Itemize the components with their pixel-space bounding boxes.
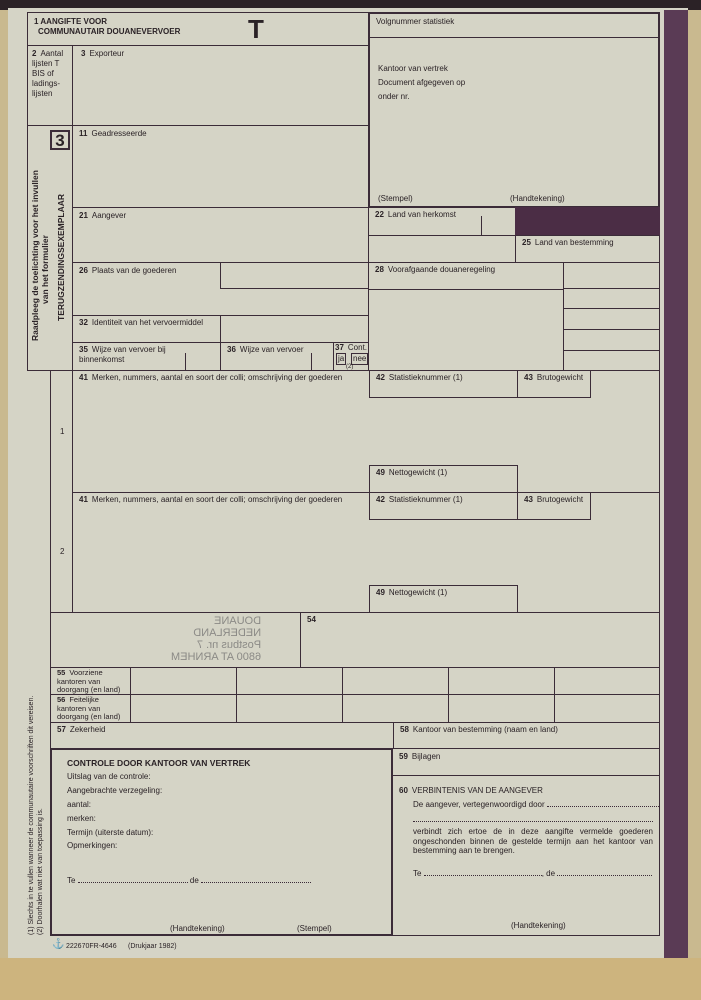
f55-num: 55: [57, 668, 66, 677]
item2-f43: Brutogewicht: [536, 495, 584, 504]
field-36[interactable]: [220, 342, 334, 371]
side-panel: [27, 125, 73, 371]
control-line: Termijn (uiterste datum):: [67, 828, 154, 837]
item1-f42: Statistieknummer (1): [388, 373, 463, 382]
field-37: [333, 342, 369, 371]
kantoor-label: Kantoor van vertrek: [378, 64, 448, 73]
actual-transit-cell[interactable]: [236, 694, 343, 723]
advice-line1: Raadpleeg de toelichting voor het invullen: [30, 170, 40, 341]
f59-num: 59: [399, 752, 408, 761]
item2-f41: Merken, nummers, aantal en soort der colli; omschrijving der goederen: [91, 495, 343, 504]
f22-label: Land van herkomst: [387, 210, 456, 219]
f49-num: 49: [376, 588, 385, 597]
document-label: Document afgegeven op: [378, 78, 466, 87]
f11-label: Geadresseerde: [91, 129, 147, 138]
f28-label: Voorafgaande douaneregeling: [387, 265, 496, 274]
f49-num: 49: [376, 468, 385, 477]
field-21[interactable]: [72, 207, 369, 263]
field-59[interactable]: [392, 748, 660, 776]
copy-label: TERUGZENDINGSEXEMPLAAR: [56, 193, 66, 321]
field-58[interactable]: [393, 722, 660, 749]
te-label: Te: [67, 876, 76, 885]
f36-num: 36: [227, 345, 236, 354]
item-index-2: 2: [60, 547, 65, 556]
planned-transit-cell[interactable]: [342, 667, 449, 695]
form-code: 222670FR-4646: [66, 943, 117, 950]
f60-line1: De aangever, vertegenwoordigd door: [413, 800, 545, 809]
cell: [563, 262, 660, 289]
control-line: merken:: [67, 814, 96, 823]
cell: [563, 288, 660, 309]
control-line: Opmerkingen:: [67, 841, 118, 850]
control-box[interactable]: [50, 748, 393, 936]
planned-transit-cell[interactable]: [448, 667, 555, 695]
planned-transit-cell[interactable]: [236, 667, 343, 695]
field-57[interactable]: [50, 722, 394, 749]
f36-label: Wijze van vervoer: [239, 345, 304, 354]
f55-label: Voorziene kantoren van doorgang (en land): [57, 668, 121, 694]
f60-text: verbindt zich ertoe de in deze aangifte vermelde goederen ongeschonden binnen de gestelde termijn aan het kantoor van bestemming aan te brengen.: [413, 827, 653, 855]
handtekening-label: (Handtekening): [510, 194, 565, 203]
item1-f49: Nettogewicht (1): [388, 468, 448, 477]
f41-num: 41: [79, 373, 88, 382]
f37-note: (2): [346, 364, 354, 370]
f26-num: 26: [79, 266, 88, 275]
field-35[interactable]: [72, 342, 221, 371]
f42-num: 42: [376, 373, 385, 382]
f26-label: Plaats van de goederen: [91, 266, 177, 275]
item1-f41: Merken, nummers, aantal en soort der colli; omschrijving der goederen: [91, 373, 343, 382]
ja-checkbox[interactable]: ja: [338, 354, 345, 363]
footnote-2: (2) Doorhalen wat niet van toepassing is.: [37, 808, 44, 935]
backing-sheet: [0, 958, 701, 1000]
f58-num: 58: [400, 725, 409, 734]
shaded-block: [515, 207, 660, 235]
f22-num: 22: [375, 210, 384, 219]
actual-transit-cell[interactable]: [342, 694, 449, 723]
stempel-label: (Stempel): [378, 194, 413, 203]
f57-label: Zekerheid: [69, 725, 106, 734]
f41-num: 41: [79, 495, 88, 504]
volgnummer-label: Volgnummer statistiek: [376, 17, 455, 26]
control-line: Aangebrachte verzegeling:: [67, 786, 163, 795]
f32-label: Identiteit van het vervoermiddel: [91, 318, 204, 327]
planned-transit-cell[interactable]: [130, 667, 237, 695]
f43-num: 43: [524, 495, 533, 504]
f25-label: Land van bestemming: [534, 238, 614, 247]
field-11[interactable]: [72, 125, 369, 208]
advice-line2: van het formulier: [40, 235, 50, 304]
box3-label: Exporteur: [89, 49, 125, 58]
field-22b: [368, 235, 516, 263]
departure-box[interactable]: [368, 12, 660, 208]
item-index-1: 1: [60, 427, 65, 436]
carbon-edge: [664, 10, 688, 960]
f60-te: Te: [413, 869, 422, 878]
bleed-through-stamp: DOUANE NEDERLAND Postbus nr. 7 6800 AT ARNHEM: [171, 615, 262, 663]
item1-f43: Brutogewicht: [536, 373, 584, 382]
control-line: aantal:: [67, 800, 92, 809]
f21-num: 21: [79, 211, 88, 220]
item-1[interactable]: [72, 370, 660, 493]
f59-label: Bijlagen: [411, 752, 441, 761]
item2-f49: Nettogewicht (1): [388, 588, 448, 597]
copy-number: 3: [50, 130, 70, 150]
box1-line2: COMMUNAUTAIR DOUANEVERVOER: [38, 27, 181, 36]
printer-logo-icon: ⚓: [52, 939, 65, 950]
f54-num: 54: [307, 615, 316, 624]
stamp-area: [50, 612, 301, 668]
control-handtekening: (Handtekening): [170, 924, 225, 933]
f35-num: 35: [79, 345, 88, 354]
box2-label: Aantal lijsten T BIS of ladings-lijsten: [32, 49, 64, 98]
f57-num: 57: [57, 725, 66, 734]
cell: [563, 308, 660, 330]
f28-num: 28: [375, 265, 384, 274]
box1-line1: AANGIFTE VOOR: [40, 17, 108, 26]
box-3[interactable]: [72, 45, 369, 126]
f56-label: Feitelijke kantoren van doorgang (en land): [57, 695, 121, 721]
nee-checkbox[interactable]: nee: [353, 354, 367, 363]
footnote-1: (1) Slechts in te vullen wanneer de communautaire voorschriften dit vereisen.: [28, 695, 35, 935]
box2-num: 2: [32, 49, 37, 58]
planned-transit-cell[interactable]: [554, 667, 660, 695]
f37-num: 37: [335, 343, 344, 352]
field-25[interactable]: [515, 235, 660, 263]
field-60[interactable]: [392, 775, 660, 936]
field-22[interactable]: [368, 207, 516, 236]
control-line: Uitslag van de controle:: [67, 772, 151, 781]
field-26[interactable]: [72, 262, 369, 316]
de-label: de: [189, 876, 199, 885]
f37-label: Cont.: [347, 343, 368, 352]
actual-transit-cell[interactable]: [448, 694, 555, 723]
f60-title: VERBINTENIS VAN DE AANGEVER: [411, 786, 543, 795]
f60-handtekening: (Handtekening): [511, 921, 566, 930]
actual-transit-cell[interactable]: [130, 694, 237, 723]
f11-num: 11: [79, 129, 88, 138]
f32-num: 32: [79, 318, 88, 327]
f43-num: 43: [524, 373, 533, 382]
cell: [563, 350, 660, 371]
f60-de: , de: [541, 869, 556, 878]
box3-num: 3: [81, 49, 86, 58]
item-2[interactable]: [72, 492, 660, 613]
f35-label: Wijze van vervoer bij binnenkomst: [79, 345, 166, 364]
field-55: [50, 667, 131, 695]
item2-f42: Statistieknummer (1): [388, 495, 463, 504]
control-stempel: (Stempel): [297, 924, 332, 933]
box-1: [27, 12, 369, 46]
print-year: (Drukjaar 1982): [128, 943, 177, 950]
t-mark: T: [248, 14, 264, 44]
box1-num: 1: [34, 17, 39, 26]
field-54[interactable]: [300, 612, 660, 668]
onder-label: onder nr.: [378, 92, 410, 101]
field-32[interactable]: [72, 315, 369, 343]
f21-label: Aangever: [91, 211, 127, 220]
f56-num: 56: [57, 695, 66, 704]
f60-num: 60: [399, 786, 408, 795]
item-index-col: [50, 370, 73, 613]
field-56: [50, 694, 131, 723]
cell: [563, 329, 660, 351]
f58-label: Kantoor van bestemming (naam en land): [412, 725, 558, 734]
control-title: CONTROLE DOOR KANTOOR VAN VERTREK: [67, 758, 251, 768]
f25-num: 25: [522, 238, 531, 247]
field-28[interactable]: [368, 262, 564, 371]
f42-num: 42: [376, 495, 385, 504]
actual-transit-cell[interactable]: [554, 694, 660, 723]
